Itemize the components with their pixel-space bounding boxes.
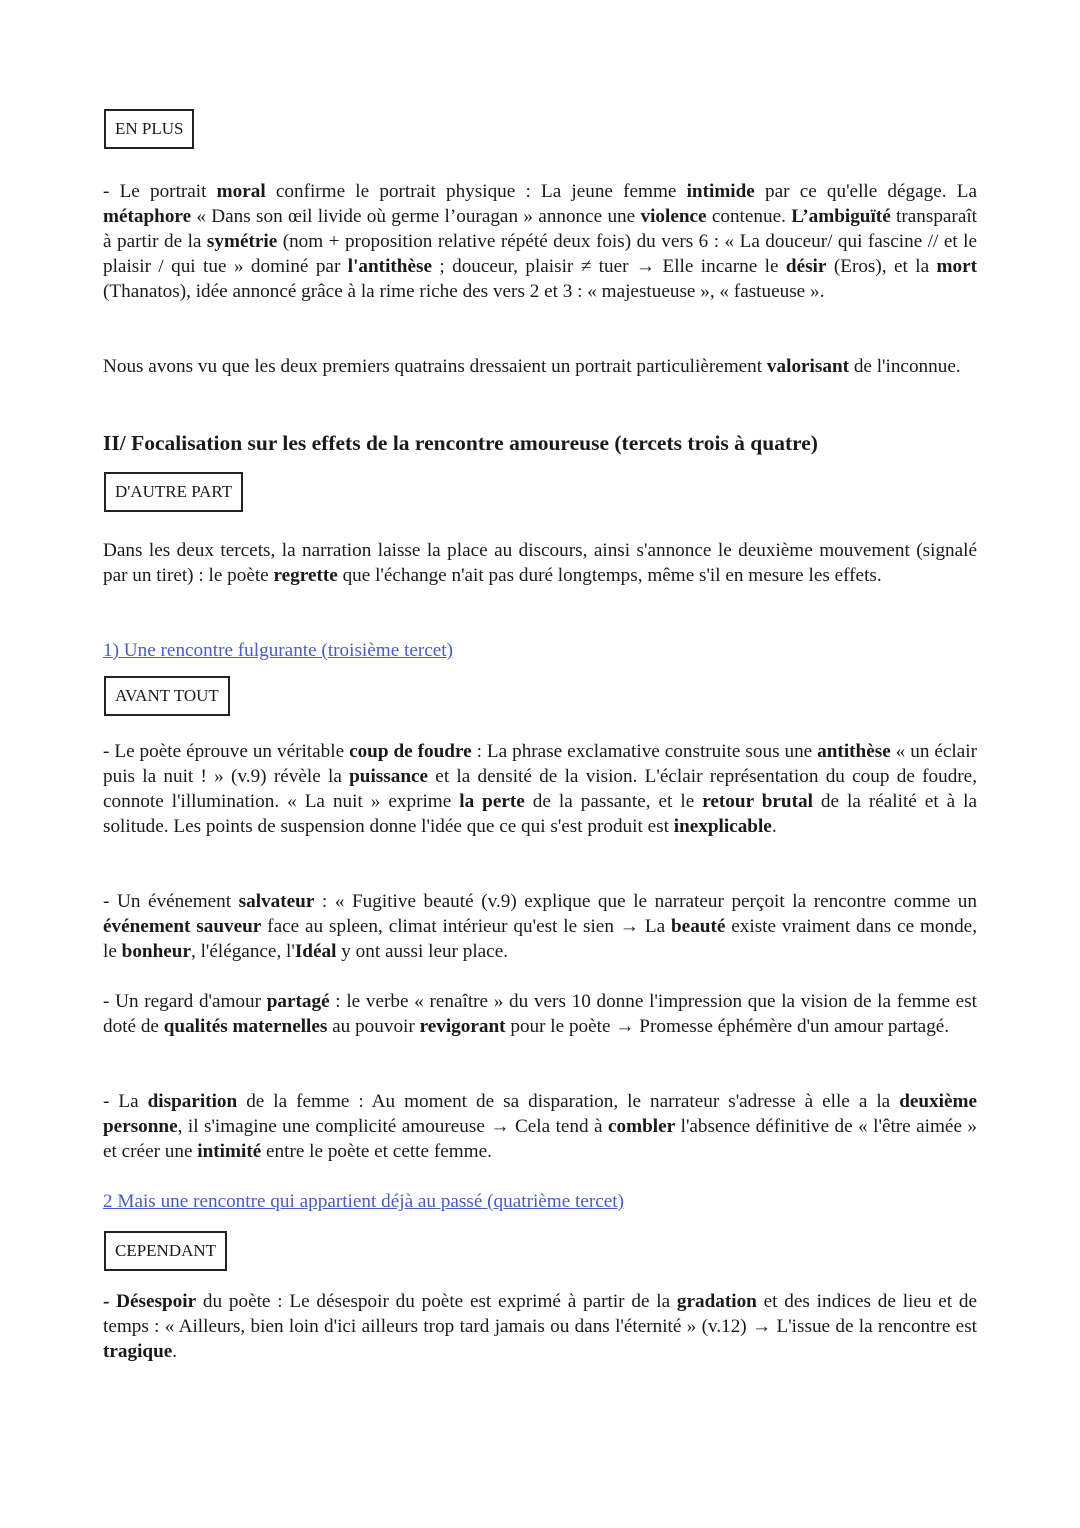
label-d-autre-part: D'AUTRE PART [104, 472, 243, 512]
paragraph-tercets-intro: Dans les deux tercets, la narration laisse la place au discours, ainsi s'annonce le deuxième mouvement (signalé par un tiret) : le poète regrette que l'échange n'ait pas duré longtemps, même s'il en mesure les effets. [103, 540, 977, 586]
paragraph-coup-de-foudre: - Le poète éprouve un véritable coup de foudre : La phrase exclamative construite sous une antithèse « un éclair puis la nuit ! » (v.9) révèle la puissance et la densité de la vision. L'éclair représentation du coup de foudre, connote l'illumination. « La nuit » exprime la perte de la passante, et le retour brutal de la réalité et à la solitude. Les points de suspension donne l'idée que ce qui s'est produit est inexplicable. [103, 741, 978, 837]
label-cependant: CEPENDANT [104, 1231, 227, 1271]
subheading-2-link[interactable]: 2 Mais une rencontre qui appartient déjà au passé (quatrième tercet) [103, 1191, 625, 1212]
paragraph-desespoir: - Désespoir du poète : Le désespoir du poète est exprimé à partir de la gradation et des indices de lieu et de temps : « Ailleurs, bien loin d'ici ailleurs trop tard jamais ou dans l'éternité » (v.12) → L'issue de la rencontre est tragique. [103, 1291, 977, 1362]
paragraph-regard-partage: - Un regard d'amour partagé : le verbe « renaître » du vers 10 donne l'impression que la vision de la femme est doté de qualités maternelles au pouvoir revigorant pour le poète → Promesse éphémère d'un amour partagé. [103, 991, 977, 1037]
paragraph-transition: Nous avons vu que les deux premiers quatrains dressaient un portrait particulièrement valorisant de l'inconnue. [103, 356, 961, 377]
paragraph-evenement-salvateur: - Un événement salvateur : « Fugitive beauté (v.9) explique que le narrateur perçoit la rencontre comme un événement sauveur face au spleen, climat intérieur qu'est le sien → La beauté existe vraiment dans ce monde, le bonheur, l'élégance, l'Idéal y ont aussi leur place. [103, 891, 977, 962]
section-heading-2: II/ Focalisation sur les effets de la rencontre amoureuse (tercets trois à quatre) [103, 431, 818, 455]
label-en-plus: EN PLUS [104, 109, 194, 149]
subheading-1-link[interactable]: 1) Une rencontre fulgurante (troisième tercet) [103, 640, 454, 661]
label-avant-tout: AVANT TOUT [104, 676, 230, 716]
paragraph-disparition: - La disparition de la femme : Au moment de sa disparation, le narrateur s'adresse à elle a la deuxième personne, il s'imagine une complicité amoureuse → Cela tend à combler l'absence définitive de « l'être aimée » et créer une intimité entre le poète et cette femme. [103, 1091, 978, 1162]
paragraph-portrait-moral: - Le portrait moral confirme le portrait physique : La jeune femme intimide par ce qu'elle dégage. La métaphore « Dans son œil livide où germe l’ouragan » annonce une violence contenue. L’ambiguïté transparaît à partir de la symétrie (nom + proposition relative répété deux fois) du vers 6 : « La douceur/ qui fascine // et le plaisir / qui tue » dominé par l'antithèse ; douceur, plaisir ≠ tuer → Elle incarne le désir (Eros), et la mort (Thanatos), idée annoncé grâce à la rime riche des vers 2 et 3 : « majestueuse », « fastueuse ». [103, 181, 977, 302]
